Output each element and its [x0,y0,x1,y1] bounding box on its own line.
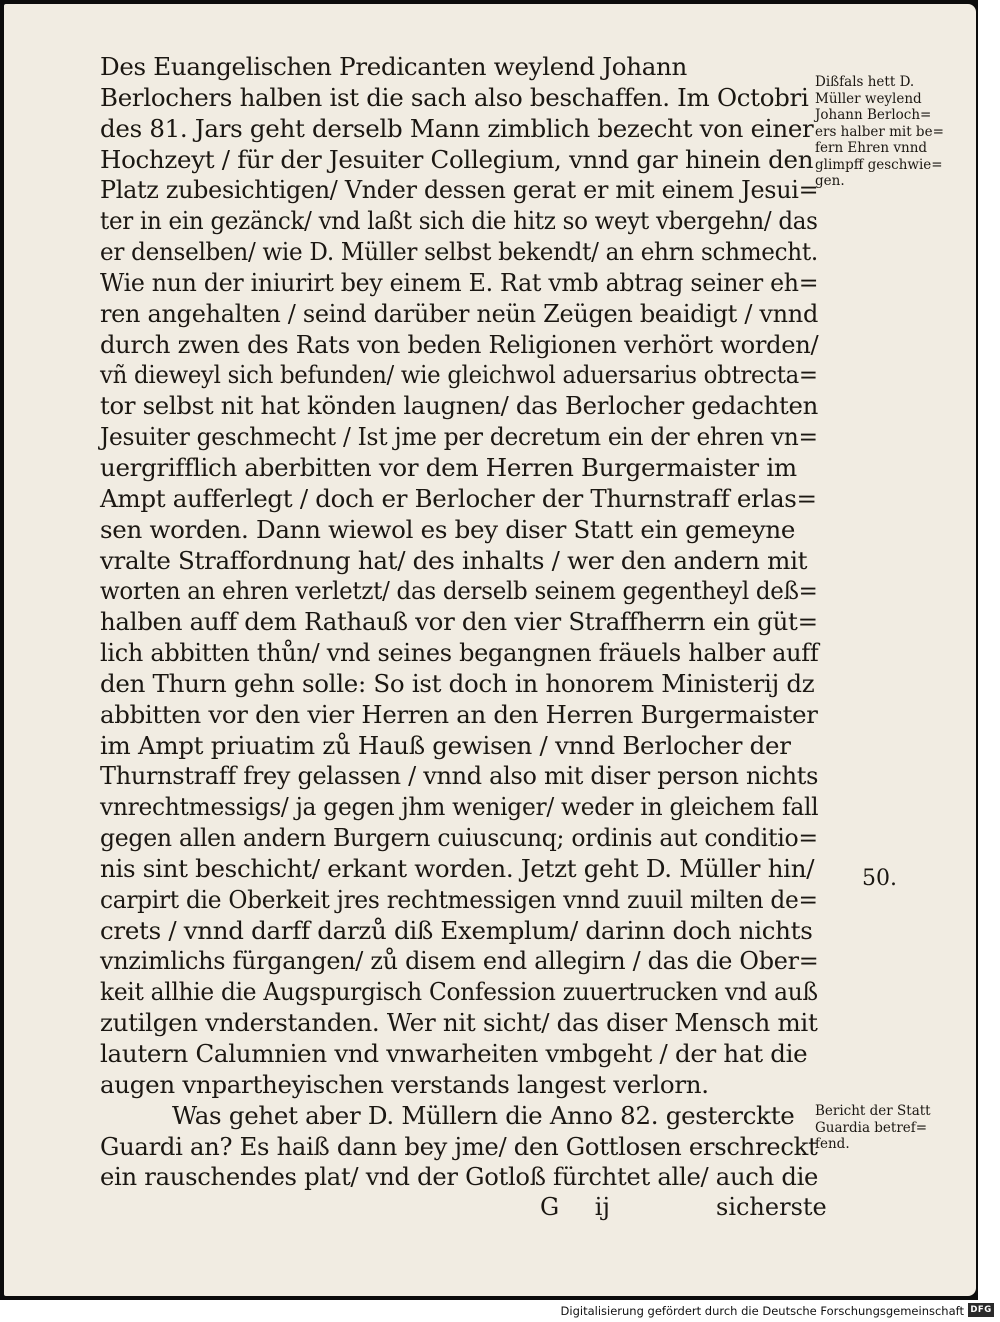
margin-note-line: Guardia betref= [815,1119,928,1136]
text-line: Wie nun der iniurirt bey einem E. Rat vmb abtrag seiner eh= [100,267,819,297]
text-line: Guardi an? Es haiß dann bey jme/ den Gottlosen erschreckt [100,1131,818,1161]
text-line: carpirt die Oberkeit jres rechtmessigen vnnd zuuil milten de= [100,884,818,914]
text-line: im Ampt priuatim zů Hauß gewisen / vnnd Berlocher der [100,730,791,760]
text-line: Ampt aufferlegt / doch er Berlocher der Thurnstraff erlas= [100,483,817,513]
text-line: augen vnpartheyischen verstands langest verlorn. [100,1069,709,1099]
margin-note [815,74,944,190]
catchword: sicherste [716,1193,827,1221]
text-line: vñ dieweyl sich befunden/ wie gleichwol aduersarius obtrecta= [100,360,818,390]
margin-note-line: fern Ehren vnnd [815,140,928,156]
text-line: Hochzeyt / für der Jesuiter Collegium, vnnd gar hinein den [100,144,814,174]
text-line: lich abbitten thůn/ vnd seines begangnen fräuels halber auff [100,638,819,668]
text-line: Berlochers halben ist die sach also beschaffen. Im Octobri [100,82,809,112]
text-line: ein rauschendes plat/ vnd der Gotloß fürchtet alle/ auch die [100,1162,819,1192]
page-number: 50. [862,866,897,891]
text-line: den Thurn gehn solle: So ist doch in honorem Ministerij dz [100,668,815,698]
text-line: zutilgen vnderstanden. Wer nit sicht/ das diser Mensch mit [100,1008,818,1038]
text-line: abbitten vor den vier Herren an den Herren Burgermaister [100,699,818,729]
text-line: des 81. Jars geht derselb Mann zimblich bezecht von einer [100,113,814,143]
margin-note-line: gen. [815,173,845,189]
margin-note [815,1103,931,1153]
body-text [100,52,820,1193]
text-line: uergrifflich aberbitten vor dem Herren Burgermaister im [100,452,797,482]
signature-mark: G ij [540,1193,610,1221]
margin-note-line: Müller weylend [815,90,922,107]
text-line: Jesuiter geschmecht / Ist jme per decretum ein der ehren vn= [100,422,818,452]
text-line: halben auff dem Rathauß vor den vier Straffherrn ein güt= [100,607,818,637]
text-line: crets / vnnd darff darzů diß Exemplum/ darinn doch nichts [100,915,813,945]
text-line: gegen allen andern Burgern cuiuscunq; ordinis aut conditio= [100,823,818,853]
margin-note-line: Dißfals hett D. [815,74,915,90]
margin-note-line: ers halber mit be= [815,123,944,140]
text-line: durch zwen des Rats von beden Religionen verhört worden/ [100,329,819,359]
text-line: er denselben/ wie D. Müller selbst bekendt/ an ehrn schmecht. [100,237,818,267]
margin-note-line: Johann Berloch= [815,107,932,123]
text-line: vralte Straffordnung hat/ des inhalts / wer den andern mit [100,545,808,575]
scan-margin [978,0,1000,1300]
text-line: Thurnstraff frey gelassen / vnnd also mit diser person nichts [100,761,819,791]
funding-credit: Digitalisierung gefördert durch die Deutsche Forschungsgemeinschaft [560,1304,964,1318]
text-line: nis sint beschicht/ erkant worden. Jetzt geht D. Müller hin/ [100,853,815,883]
text-line: Des Euangelischen Predicanten weylend Johann [100,52,687,81]
text-line: vnrechtmessigs/ ja gegen jhm weniger/ weder in gleichem fall [100,792,819,822]
text-line: lautern Calumnien vnd vnwarheiten vmbgeht / der hat die [100,1039,808,1068]
text-line: ren angehalten / seind darüber neün Zeügen beaidigt / vnnd [100,298,819,328]
text-line: worten an ehren verletzt/ das derselb seinem gegentheyl deß= [100,576,818,606]
margin-note-line: glimpff geschwie= [815,156,943,173]
text-line: ter in ein gezänck/ vnd laßt sich die hitz so weyt vbergehn/ das [100,206,818,236]
text-line: vnzimlichs fürgangen/ zů disem end allegirn / das die Ober= [100,946,819,976]
text-line: Was gehet aber D. Müllern die Anno 82. gesterckte [172,1100,795,1130]
dfg-logo: DFG [968,1303,994,1317]
text-line: sen worden. Dann wiewol es bey diser Statt ein gemeyne [100,514,796,544]
text-line: tor selbst nit hat könden laugnen/ das Berlocher gedachten [100,391,818,421]
text-line: Platz zubesichtigen/ Vnder dessen gerat er mit einem Jesui= [100,175,819,205]
margin-note-line: fend. [815,1136,850,1152]
text-line: keit allhie die Augspurgisch Confession zuuertrucken vnd auß [100,977,818,1007]
margin-note-line: Bericht der Statt [815,1103,931,1119]
